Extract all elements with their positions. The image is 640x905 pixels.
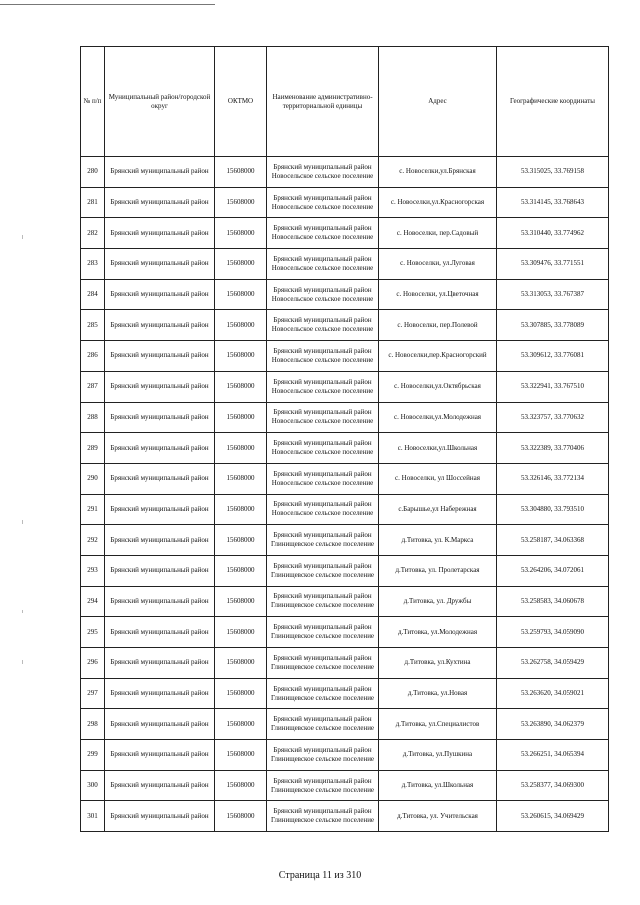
cell-num: 287 — [81, 371, 105, 402]
cell-unit: Брянский муниципальный район Глинищевское сельское поселение — [267, 617, 379, 648]
cell-unit: Брянский муниципальный район Глинищевское сельское поселение — [267, 740, 379, 771]
cell-unit: Брянский муниципальный район Глинищевское сельское поселение — [267, 555, 379, 586]
table-row — [81, 341, 609, 372]
cell-num: 293 — [81, 555, 105, 586]
cell-coords: 53.323757, 33.770632 — [497, 402, 609, 433]
cell-district: Брянский муниципальный район — [105, 341, 215, 372]
cell-oktmo: 15608000 — [215, 187, 267, 218]
cell-unit: Брянский муниципальный район Глинищевское сельское поселение — [267, 770, 379, 801]
header-unit: Наименование административно-территориальной единицы — [267, 47, 379, 157]
cell-num: 292 — [81, 525, 105, 556]
cell-district: Брянский муниципальный район — [105, 463, 215, 494]
cell-oktmo: 15608000 — [215, 463, 267, 494]
cell-oktmo: 15608000 — [215, 555, 267, 586]
cell-coords: 53.259793, 34.059090 — [497, 617, 609, 648]
cell-oktmo: 15608000 — [215, 433, 267, 464]
cell-address: с. Новоселки,ул.Красногорская — [379, 187, 497, 218]
cell-address: д.Титовка, ул.Кухтина — [379, 648, 497, 679]
cell-address: с. Новоселки,ул.Брянская — [379, 157, 497, 188]
cell-unit: Брянский муниципальный район Новосельское сельское поселение — [267, 433, 379, 464]
margin-mark — [22, 520, 23, 524]
cell-coords: 53.315025, 33.769158 — [497, 157, 609, 188]
cell-district: Брянский муниципальный район — [105, 617, 215, 648]
cell-address: с.Барышье,ул Набережная — [379, 494, 497, 525]
cell-unit: Брянский муниципальный район Новосельское сельское поселение — [267, 402, 379, 433]
cell-address: д.Титовка, ул.Молодежная — [379, 617, 497, 648]
cell-oktmo: 15608000 — [215, 617, 267, 648]
margin-mark — [22, 610, 23, 613]
cell-num: 282 — [81, 218, 105, 249]
cell-unit: Брянский муниципальный район Новосельское сельское поселение — [267, 494, 379, 525]
cell-oktmo: 15608000 — [215, 494, 267, 525]
table-row — [81, 463, 609, 494]
cell-district: Брянский муниципальный район — [105, 249, 215, 280]
cell-district: Брянский муниципальный район — [105, 555, 215, 586]
cell-address: д.Титовка, ул. Пролетарская — [379, 555, 497, 586]
table-row — [81, 648, 609, 679]
cell-num: 300 — [81, 770, 105, 801]
cell-unit: Брянский муниципальный район Новосельское сельское поселение — [267, 249, 379, 280]
cell-num: 286 — [81, 341, 105, 372]
cell-district: Брянский муниципальный район — [105, 770, 215, 801]
cell-coords: 53.263620, 34.059021 — [497, 678, 609, 709]
cell-num: 280 — [81, 157, 105, 188]
table-row — [81, 617, 609, 648]
cell-oktmo: 15608000 — [215, 157, 267, 188]
cell-district: Брянский муниципальный район — [105, 801, 215, 832]
cell-num: 285 — [81, 310, 105, 341]
cell-unit: Брянский муниципальный район Новосельское сельское поселение — [267, 310, 379, 341]
cell-address: д.Титовка, ул.Школьная — [379, 770, 497, 801]
table-row — [81, 555, 609, 586]
top-rule — [0, 4, 215, 5]
cell-unit: Брянский муниципальный район Новосельское сельское поселение — [267, 187, 379, 218]
cell-num: 296 — [81, 648, 105, 679]
cell-unit: Брянский муниципальный район Глинищевское сельское поселение — [267, 525, 379, 556]
table-row — [81, 433, 609, 464]
cell-oktmo: 15608000 — [215, 740, 267, 771]
cell-coords: 53.304880, 33.793510 — [497, 494, 609, 525]
cell-coords: 53.309476, 33.771551 — [497, 249, 609, 280]
cell-unit: Брянский муниципальный район Новосельское сельское поселение — [267, 341, 379, 372]
cell-num: 299 — [81, 740, 105, 771]
header-num: № п/п — [81, 47, 105, 157]
header-row — [81, 47, 609, 157]
cell-address: с. Новоселки,ул.Школьная — [379, 433, 497, 464]
table-row — [81, 310, 609, 341]
cell-num: 281 — [81, 187, 105, 218]
cell-district: Брянский муниципальный район — [105, 709, 215, 740]
cell-address: д.Титовка, ул.Специалистов — [379, 709, 497, 740]
cell-oktmo: 15608000 — [215, 770, 267, 801]
cell-oktmo: 15608000 — [215, 279, 267, 310]
cell-unit: Брянский муниципальный район Глинищевское сельское поселение — [267, 801, 379, 832]
cell-oktmo: 15608000 — [215, 402, 267, 433]
cell-address: с. Новоселки, ул Шоссейная — [379, 463, 497, 494]
cell-oktmo: 15608000 — [215, 525, 267, 556]
cell-district: Брянский муниципальный район — [105, 402, 215, 433]
cell-unit: Брянский муниципальный район Глинищевское сельское поселение — [267, 586, 379, 617]
cell-unit: Брянский муниципальный район Глинищевское сельское поселение — [267, 648, 379, 679]
cell-unit: Брянский муниципальный район Глинищевское сельское поселение — [267, 709, 379, 740]
cell-district: Брянский муниципальный район — [105, 586, 215, 617]
cell-oktmo: 15608000 — [215, 678, 267, 709]
cell-district: Брянский муниципальный район — [105, 157, 215, 188]
cell-address: д.Титовка, ул.Пушкина — [379, 740, 497, 771]
cell-coords: 53.266251, 34.065394 — [497, 740, 609, 771]
cell-coords: 53.322941, 33.767510 — [497, 371, 609, 402]
cell-district: Брянский муниципальный район — [105, 310, 215, 341]
table-row — [81, 371, 609, 402]
cell-coords: 53.258583, 34.060678 — [497, 586, 609, 617]
cell-coords: 53.309612, 33.776081 — [497, 341, 609, 372]
cell-oktmo: 15608000 — [215, 709, 267, 740]
cell-unit: Брянский муниципальный район Новосельское сельское поселение — [267, 463, 379, 494]
cell-address: д.Титовка, ул. Дружбы — [379, 586, 497, 617]
table-row — [81, 678, 609, 709]
cell-num: 291 — [81, 494, 105, 525]
cell-address: с. Новоселки, пер.Садовый — [379, 218, 497, 249]
cell-oktmo: 15608000 — [215, 586, 267, 617]
cell-num: 284 — [81, 279, 105, 310]
cell-unit: Брянский муниципальный район Новосельское сельское поселение — [267, 279, 379, 310]
table-row — [81, 157, 609, 188]
cell-unit: Брянский муниципальный район Новосельское сельское поселение — [267, 157, 379, 188]
header-coords: Географические координаты — [497, 47, 609, 157]
cell-oktmo: 15608000 — [215, 341, 267, 372]
cell-address: д.Титовка, ул. Учительская — [379, 801, 497, 832]
cell-oktmo: 15608000 — [215, 310, 267, 341]
table-row — [81, 770, 609, 801]
cell-coords: 53.310440, 33.774962 — [497, 218, 609, 249]
cell-address: с. Новоселки, ул.Луговая — [379, 249, 497, 280]
cell-coords: 53.307885, 33.778089 — [497, 310, 609, 341]
cell-district: Брянский муниципальный район — [105, 371, 215, 402]
cell-address: с. Новоселки,пер.Красногорский — [379, 341, 497, 372]
margin-mark — [22, 235, 23, 239]
table-row — [81, 218, 609, 249]
cell-num: 298 — [81, 709, 105, 740]
cell-oktmo: 15608000 — [215, 218, 267, 249]
cell-num: 288 — [81, 402, 105, 433]
cell-coords: 53.314145, 33.768643 — [497, 187, 609, 218]
cell-coords: 53.258187, 34.063368 — [497, 525, 609, 556]
cell-address: с. Новоселки, пер.Полевой — [379, 310, 497, 341]
cell-unit: Брянский муниципальный район Глинищевское сельское поселение — [267, 678, 379, 709]
table-row — [81, 740, 609, 771]
cell-oktmo: 15608000 — [215, 249, 267, 280]
cell-address: с. Новоселки, ул.Цветочная — [379, 279, 497, 310]
cell-num: 301 — [81, 801, 105, 832]
cell-coords: 53.322389, 33.770406 — [497, 433, 609, 464]
cell-coords: 53.258377, 34.069300 — [497, 770, 609, 801]
table-row — [81, 709, 609, 740]
table-row — [81, 402, 609, 433]
cell-unit: Брянский муниципальный район Новосельское сельское поселение — [267, 371, 379, 402]
cell-district: Брянский муниципальный район — [105, 494, 215, 525]
cell-district: Брянский муниципальный район — [105, 678, 215, 709]
page-footer: Страница 11 из 310 — [278, 870, 362, 881]
table-row — [81, 494, 609, 525]
cell-district: Брянский муниципальный район — [105, 433, 215, 464]
table-row — [81, 187, 609, 218]
cell-coords: 53.262758, 34.059429 — [497, 648, 609, 679]
cell-coords: 53.264206, 34.072061 — [497, 555, 609, 586]
cell-num: 294 — [81, 586, 105, 617]
cell-district: Брянский муниципальный район — [105, 187, 215, 218]
register-table — [80, 46, 609, 832]
cell-num: 290 — [81, 463, 105, 494]
cell-address: с. Новоселки,ул.Октябрьская — [379, 371, 497, 402]
cell-num: 297 — [81, 678, 105, 709]
cell-num: 283 — [81, 249, 105, 280]
margin-mark — [22, 660, 23, 664]
cell-coords: 53.326146, 33.772134 — [497, 463, 609, 494]
cell-oktmo: 15608000 — [215, 371, 267, 402]
cell-district: Брянский муниципальный район — [105, 648, 215, 679]
header-oktmo: ОКТМО — [215, 47, 267, 157]
cell-coords: 53.313053, 33.767387 — [497, 279, 609, 310]
cell-address: д.Титовка, ул. К.Маркса — [379, 525, 497, 556]
cell-num: 289 — [81, 433, 105, 464]
cell-coords: 53.263890, 34.062379 — [497, 709, 609, 740]
table-row — [81, 801, 609, 832]
cell-coords: 53.260615, 34.069429 — [497, 801, 609, 832]
table-row — [81, 279, 609, 310]
table-row — [81, 249, 609, 280]
header-address: Адрес — [379, 47, 497, 157]
header-district: Муниципальный район/городской округ — [105, 47, 215, 157]
cell-num: 295 — [81, 617, 105, 648]
cell-address: с. Новоселки,ул.Молодежная — [379, 402, 497, 433]
table-row — [81, 525, 609, 556]
cell-address: д.Титовка, ул.Новая — [379, 678, 497, 709]
cell-oktmo: 15608000 — [215, 648, 267, 679]
cell-district: Брянский муниципальный район — [105, 740, 215, 771]
cell-oktmo: 15608000 — [215, 801, 267, 832]
table-row — [81, 586, 609, 617]
cell-unit: Брянский муниципальный район Новосельское сельское поселение — [267, 218, 379, 249]
cell-district: Брянский муниципальный район — [105, 218, 215, 249]
cell-district: Брянский муниципальный район — [105, 279, 215, 310]
cell-district: Брянский муниципальный район — [105, 525, 215, 556]
